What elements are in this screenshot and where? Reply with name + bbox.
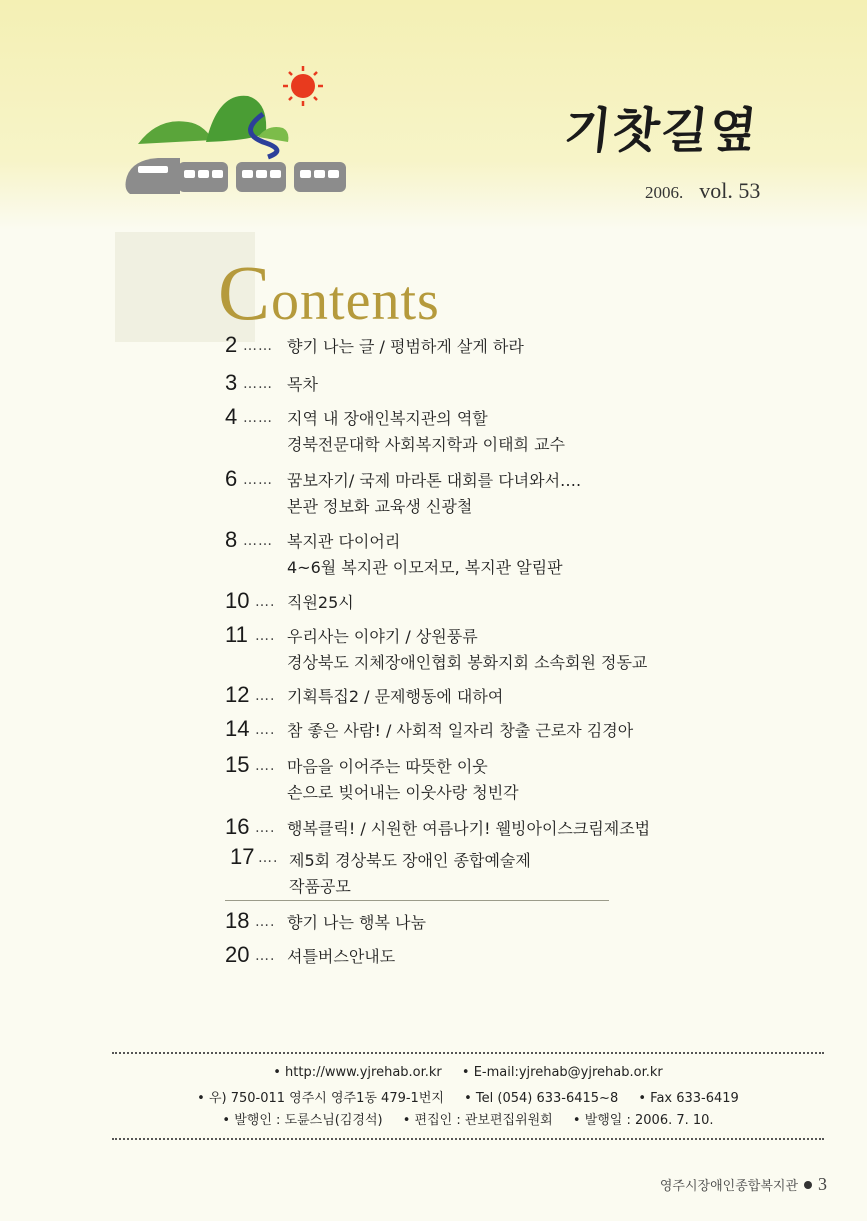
contents-heading-text: C	[218, 249, 272, 336]
toc-title: 행복클릭! / 시원한 여름나기! 웰빙아이스크림제조법	[287, 819, 651, 838]
toc-leader-dots: ….	[255, 820, 276, 836]
editor-text: • 편집인 : 관보편집위원회	[402, 1113, 553, 1128]
toc-subtitle: 경북전문대학 사회복지학과 이태희 교수	[287, 435, 566, 454]
toc-page-number: 15	[225, 752, 250, 777]
fax-text: • Fax 633-6419	[638, 1091, 739, 1106]
publisher-text: • 발행인 : 도륜스님(김경석)	[222, 1113, 383, 1128]
address-text: • 우) 750-011 영주시 영주1동 479-1번지	[197, 1091, 444, 1106]
toc-leader-dots: ….	[258, 850, 279, 866]
toc-subtitle: 본관 정보화 교육생 신광철	[287, 497, 473, 516]
toc-subtitle: 경상북도 지체장애인협회 봉화지회 소속회원 정동교	[287, 653, 648, 672]
magazine-brand-title: 기찻길옆	[561, 103, 761, 159]
contents-heading-rest: ontents	[271, 270, 440, 332]
toc-title: 셔틀버스안내도	[287, 947, 396, 966]
toc-title: 참 좋은 사람! / 사회적 일자리 창출 근로자 김경아	[287, 721, 634, 740]
footer-publisher-line	[112, 1109, 824, 1128]
toc-title: 직원25시	[287, 593, 354, 612]
toc-leader-dots: ……	[243, 410, 273, 426]
footer-address-line	[112, 1087, 824, 1106]
toc-page-number: 16	[225, 814, 250, 839]
issue-year: 2006.	[645, 183, 684, 202]
toc-leader-dots: ….	[255, 914, 276, 930]
issue-volume: vol. 53	[699, 178, 761, 203]
toc-title: 향기 나는 글 / 평범하게 살게 하라	[287, 337, 524, 356]
toc-page-number: 14	[225, 716, 250, 741]
footer-top-rule	[112, 1052, 824, 1054]
toc-leader-dots: ….	[255, 722, 276, 738]
toc-subtitle: 손으로 빚어내는 이웃사랑 청빈각	[287, 783, 519, 802]
toc-page-number: 3	[225, 370, 238, 395]
toc-page-number: 8	[225, 527, 238, 552]
toc-leader-dots: ……	[243, 533, 273, 549]
bullet-icon	[804, 1181, 812, 1189]
toc-page-number: 11	[225, 622, 248, 647]
toc-leader-dots: ….	[255, 688, 276, 704]
toc-subtitle: 4~6월 복지관 이모저모, 복지관 알림판	[287, 558, 563, 577]
toc-page-number: 20	[225, 942, 250, 967]
toc-leader-dots: ……	[243, 338, 273, 354]
toc-page-number: 12	[225, 682, 250, 707]
toc-title: 목차	[287, 375, 318, 394]
organization-name: 영주시장애인종합복지관	[659, 1179, 798, 1194]
footer-contact-line	[112, 1065, 824, 1080]
email-link[interactable]: • E-mail:yjrehab@yjrehab.or.kr	[461, 1065, 663, 1080]
toc-title: 지역 내 장애인복지관의 역할	[287, 409, 488, 428]
publish-date-text: • 발행일 : 2006. 7. 10.	[572, 1113, 714, 1128]
contents-heading	[218, 248, 440, 338]
toc-leader-dots: ……	[243, 472, 273, 488]
toc-title: 향기 나는 행복 나눔	[287, 913, 426, 932]
toc-subtitle: 작품공모	[289, 877, 351, 896]
toc-leader-dots: ……	[243, 376, 273, 392]
toc-page-number: 10	[225, 588, 250, 613]
website-link[interactable]: • http://www.yjrehab.or.kr	[273, 1065, 442, 1080]
toc-page-number: 17	[230, 844, 255, 869]
toc-leader-dots: ….	[255, 948, 276, 964]
toc-title: 우리사는 이야기 / 상원풍류	[287, 627, 478, 646]
toc-leader-dots: ….	[255, 758, 276, 774]
tel-text: • Tel (054) 633-6415~8	[464, 1091, 619, 1106]
toc-page-number: 6	[225, 466, 238, 491]
toc-entry-boxed	[225, 840, 609, 901]
toc-title: 제5회 경상북도 장애인 종합예술제	[289, 851, 531, 870]
toc-leader-dots: ….	[255, 594, 276, 610]
toc-title: 마음을 이어주는 따뜻한 이웃	[287, 757, 488, 776]
toc-title: 기획특집2 / 문제행동에 대하여	[287, 687, 504, 706]
page-footer	[660, 1174, 827, 1195]
toc-title: 복지관 다이어리	[287, 532, 401, 551]
toc-page-number: 2	[225, 332, 238, 357]
train-logo-icon	[118, 62, 358, 202]
toc-leader-dots: ….	[255, 628, 276, 644]
footer-bottom-rule	[112, 1138, 824, 1140]
toc-title: 꿈보자기/ 국제 마라톤 대회를 다녀와서….	[287, 471, 582, 490]
page-number: 3	[818, 1174, 827, 1194]
toc-page-number: 4	[225, 404, 238, 429]
issue-line	[645, 178, 760, 204]
toc-page-number: 18	[225, 908, 250, 933]
